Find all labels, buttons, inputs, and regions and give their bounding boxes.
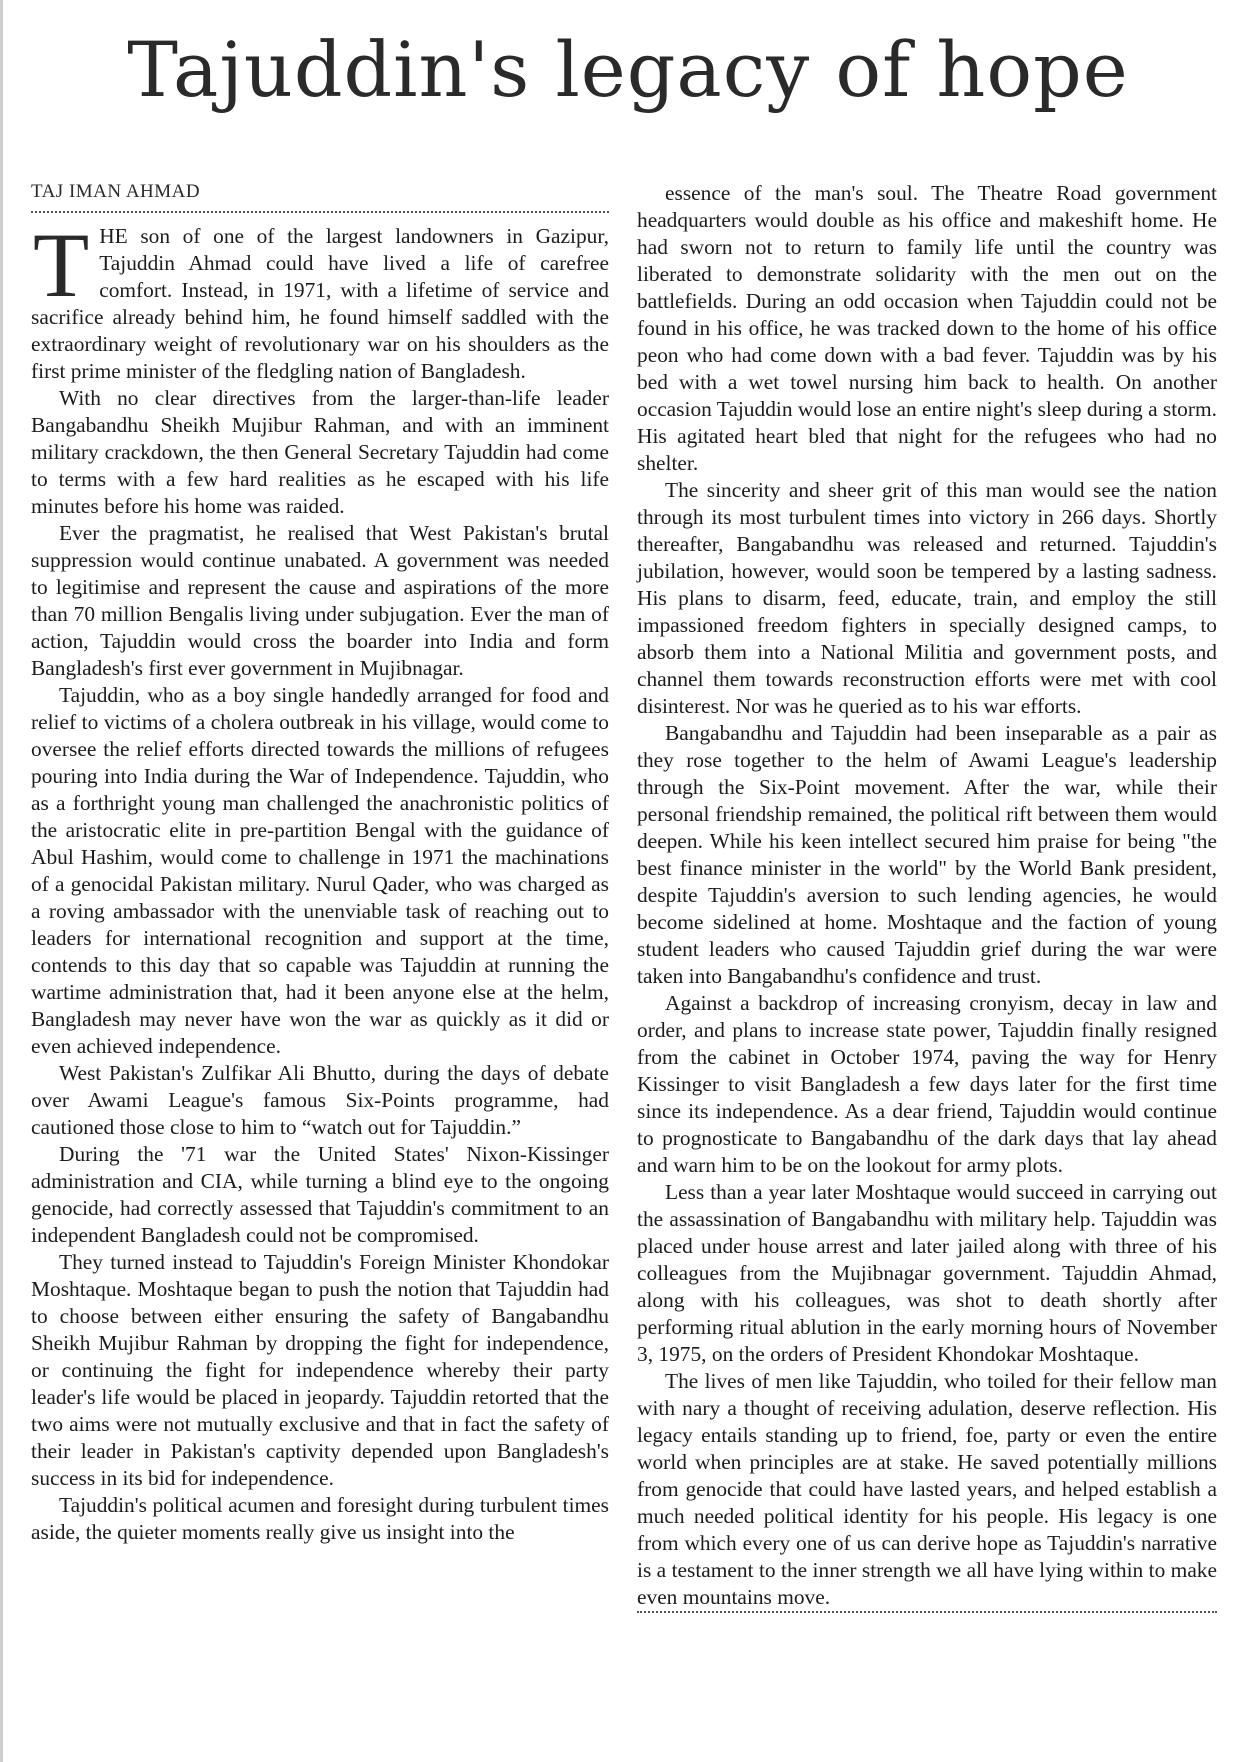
paragraph-1-text: HE son of one of the largest landowners in Gazipur, Tajuddin Ahmad could have lived a life of carefree comfort. Instead, in 1971, with a lifetime of service and sacrifice already behind him, he found himself saddled with the extraordinary weight of revolutionary war on his shoulders as the first prime minister of the fledgling nation of Bangladesh. — [31, 224, 609, 383]
byline: TAJ IMAN AHMAD — [31, 178, 609, 213]
paragraph-7: They turned instead to Tajuddin's Foreign Minister Khondokar Moshtaque. Moshtaque began to push the notion that Tajuddin had to choose between either ensuring the safety of Bangabandhu Sheikh Mujibur Rahman by dropping the fight for independence, or continuing the fight for independence whereby their party leader's life would be placed in jeopardy. Tajuddin retorted that the two aims were not mutually exclusive and that in fact the safety of their leader in Pakistan's captivity depended upon Bangladesh's success in its bid for independence. — [31, 1250, 609, 1490]
headline: Tajuddin's legacy of hope — [127, 25, 1129, 114]
paragraph-12: Less than a year later Moshtaque would succeed in carrying out the assassination of Bangabandhu with military help. Tajuddin was placed under house arrest and later jailed along with three of his colleagues from the Mujibnagar government. Tajuddin Ahmad, along with his colleagues, was shot to death shortly after performing ritual ablution in the early morning hours of November 3, 1975, on the orders of President Khondokar Moshtaque. — [637, 1180, 1217, 1366]
paragraph-8-continued: essence of the man's soul. The Theatre Road government headquarters would double as his office and makeshift home. He had sworn not to return to family life until the country was liberated to demonstrate solidarity with the men out on the battlefields. During an odd occasion when Tajuddin could not be found in his office, he was tracked down to the home of his office peon who had come down with a bad fever. Tajuddin was by his bed with a wet towel nursing him back to health. On another occasion Tajuddin would lose an entire night's sleep during a storm. His agitated heart bled that night for the refugees who had no shelter. — [637, 181, 1217, 475]
paragraph-13: The lives of men like Tajuddin, who toiled for their fellow man with nary a thought of receiving adulation, deserve reflection. His legacy entails standing up to friend, foe, party or even the entire world when principles are at stake. He saved potentially millions from genocide that could have lasted years, and helped establish a much needed political identity for his people. His legacy is one from which every one of us can derive hope as Tajuddin's narrative is a testament to the inner strength we all have lying within to make even mountains move. — [637, 1368, 1217, 1613]
paragraph-10: Bangabandhu and Tajuddin had been inseparable as a pair as they rose together to the helm of Awami League's leadership through the Six-Point movement. After the war, while their personal friendship remained, the political rift between them would deepen. While his keen intellect secured him praise for being "the best finance minister in the world" by the World Bank president, despite Tajuddin's aversion to such lending agencies, he would become sidelined at home. Moshtaque and the faction of young student leaders who caused Tajuddin grief during the war were taken into Bangabandhu's confidence and trust. — [637, 721, 1217, 988]
paragraph-5: West Pakistan's Zulfikar Ali Bhutto, during the days of debate over Awami League's famous Six-Points programme, had cautioned those close to him to “watch out for Tajuddin.” — [31, 1061, 609, 1139]
drop-cap: T — [33, 214, 90, 316]
paragraph-2: With no clear directives from the larger-than-life leader Bangabandhu Sheikh Mujibur Rahman, and with an imminent military crackdown, the then General Secretary Tajuddin had come to terms with a few hard realities as he escaped with his life minutes before his home was raided. — [31, 386, 609, 518]
paragraph-11: Against a backdrop of increasing cronyism, decay in law and order, and plans to increase state power, Tajuddin finally resigned from the cabinet in October 1974, paving the way for Henry Kissinger to visit Bangladesh a few days later for the first time since its independence. As a dear friend, Tajuddin would continue to prognosticate to Bangabandhu of the dark days that lay ahead and warn him to be on the lookout for army plots. — [637, 991, 1217, 1177]
left-column — [31, 178, 609, 1546]
paragraph-6: During the '71 war the United States' Nixon-Kissinger administration and CIA, while turning a blind eye to the ongoing genocide, had correctly assessed that Tajuddin's commitment to an independent Bangladesh could not be compromised. — [31, 1142, 609, 1247]
paragraph-8: Tajuddin's political acumen and foresight during turbulent times aside, the quieter moments really give us insight into the — [31, 1493, 609, 1544]
paragraph-3: Ever the pragmatist, he realised that West Pakistan's brutal suppression would continue unabated. A government was needed to legitimise and represent the cause and aspirations of the more than 70 million Bengalis living under subjugation. Ever the man of action, Tajuddin would cross the boarder into India and form Bangladesh's first ever government in Mujibnagar. — [31, 521, 609, 680]
paragraph-1 — [31, 214, 609, 385]
right-column — [637, 180, 1217, 1613]
paragraph-9: The sincerity and sheer grit of this man would see the nation through its most turbulent times into victory in 266 days. Shortly thereafter, Bangabandhu was released and returned. Tajuddin's jubilation, however, would soon be tempered by a lasting sadness. His plans to disarm, feed, educate, train, and employ the still impassioned freedom fighters in specially designed camps, to absorb them into a National Militia and government posts, and channel them towards reconstruction efforts were met with cool disinterest. Nor was he queried as to his war efforts. — [637, 478, 1217, 718]
paragraph-4: Tajuddin, who as a boy single handedly arranged for food and relief to victims of a cholera outbreak in his village, would come to oversee the relief efforts directed towards the millions of refugees pouring into India during the War of Independence. Tajuddin, who as a forthright young man challenged the anachronistic politics of the aristocratic elite in pre-partition Bengal with the guidance of Abul Hashim, would come to challenge in 1971 the machinations of a genocidal Pakistan military. Nurul Qader, who was charged as a roving ambassador with the unenviable task of reaching out to leaders for international recognition and support at the time, contends to this day that so capable was Tajuddin at running the wartime administration that, had it been anyone else at the helm, Bangladesh may never have won the war as quickly as it did or even achieved independence. — [31, 683, 609, 1058]
